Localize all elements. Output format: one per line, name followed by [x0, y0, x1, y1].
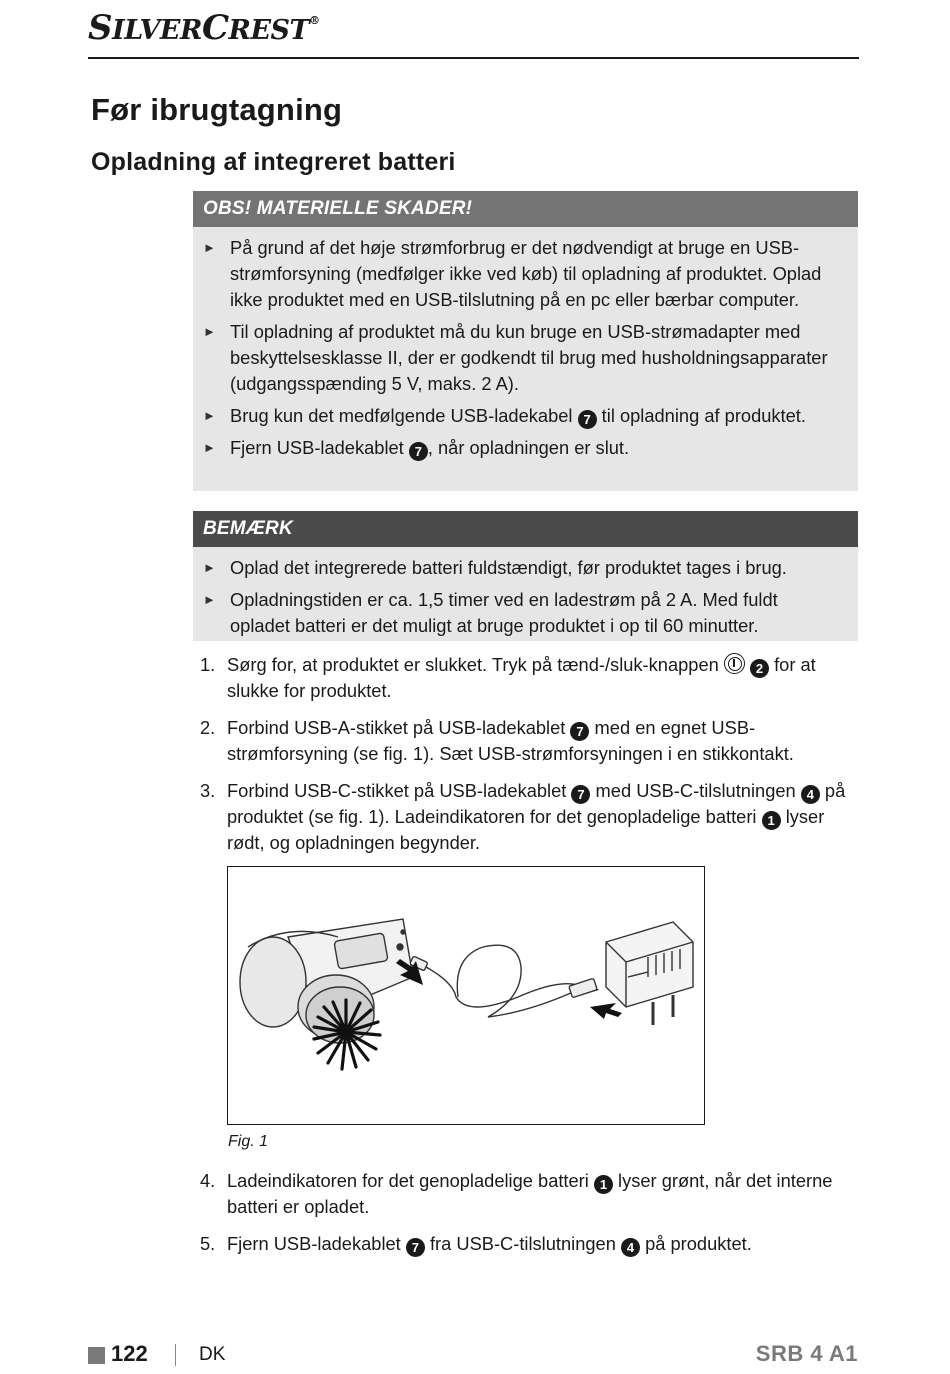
ref-number-badge: 4 [801, 785, 820, 804]
step-item: 4. Ladeindikatoren for det genopladelige batteri 1 lyser grønt, når det interne batteri er opladet. [200, 1170, 833, 1217]
triangle-right-icon: ► [203, 560, 216, 575]
page-number: 122 [111, 1341, 148, 1366]
triangle-right-icon: ► [203, 240, 216, 255]
page-title: Før ibrugtagning [91, 92, 343, 127]
ref-number-badge: 1 [762, 811, 781, 830]
page-footer [88, 1340, 858, 1370]
note-item: ► Oplad det integrerede batteri fuldstændigt, før produktet tages i brug. [203, 555, 838, 581]
steps-list [200, 652, 865, 867]
figure-caption: Fig. 1 [228, 1133, 269, 1150]
ref-number-badge: 2 [750, 659, 769, 678]
warning-item: ► Fjern USB-ladekablet 7 , når opladningen er slut. [203, 437, 630, 459]
step-item: 2. Forbind USB-A-stikket på USB-ladekablet 7 med en egnet USB-strømforsyning (se fig. 1). Sæt USB-strømforsyningen i en stikkontakt. [200, 717, 794, 764]
ref-number-badge: 4 [621, 1238, 640, 1257]
model-number: SRB 4 A1 [755, 1341, 858, 1366]
warning-item: ► Til opladning af produktet må du kun bruge en USB-strømadapter med beskyttelsesklasse II, der er godkendt til brug med husholdningsapparater (udgangsspænding 5 V, maks. 2 A). [203, 321, 828, 394]
triangle-right-icon: ► [203, 592, 216, 607]
ref-number-badge: 7 [571, 785, 590, 804]
note-heading: BEMÆRK [193, 511, 858, 547]
brand-logo: SILVERCREST® [88, 8, 320, 48]
step-item: 1. Sørg for, at produktet er slukket. Tryk på tænd-/sluk-knappen 2 for at slukke for produktet. [200, 654, 816, 701]
note-box [193, 511, 858, 641]
warning-heading: OBS! MATERIELLE SKADER! [193, 191, 858, 227]
ref-number-badge: 7 [409, 442, 428, 461]
ref-number-badge: 1 [594, 1175, 613, 1194]
warning-box [193, 191, 858, 491]
triangle-right-icon: ► [203, 324, 216, 339]
warning-item: ► På grund af det høje strømforbrug er det nødvendigt at bruge en USB-strømforsyning (medfølger ikke ved køb) til opladning af produktet. Oplad ikke produktet med en USB-tilslutning på en pc eller bærbar computer. [203, 237, 822, 310]
section-title: Opladning af integreret batteri [91, 148, 456, 176]
ref-number-badge: 7 [406, 1238, 425, 1257]
note-item: ► Opladningstiden er ca. 1,5 timer ved en ladestrøm på 2 A. Med fuldt opladet batteri er det muligt at bruge produktet i op til 60 minutter. [203, 589, 778, 636]
ref-number-badge: 7 [578, 410, 597, 429]
header-rule [88, 57, 859, 59]
charging-illustration [228, 867, 703, 1123]
step-item: 3. Forbind USB-C-stikket på USB-ladekablet 7 med USB-C-tilslutningen 4 på produktet (se fig. 1). Ladeindikatoren for det genopladelige batteri 1 lyser rødt, og opladningen begynder. [200, 780, 846, 853]
step-item: 5. Fjern USB-ladekablet 7 fra USB-C-tilslutningen 4 på produktet. [200, 1233, 752, 1255]
language-code: DK [199, 1344, 226, 1365]
triangle-right-icon: ► [203, 408, 216, 423]
triangle-right-icon: ► [203, 440, 216, 455]
warning-item: ► Brug kun det medfølgende USB-ladekabel 7 til opladning af produktet. [203, 405, 806, 427]
figure-1-illustration [227, 866, 705, 1125]
footer-divider [175, 1344, 176, 1366]
square-marker-icon [88, 1347, 105, 1364]
power-button-icon [724, 653, 745, 674]
steps-list-continued [200, 1168, 865, 1268]
ref-number-badge: 7 [570, 722, 589, 741]
